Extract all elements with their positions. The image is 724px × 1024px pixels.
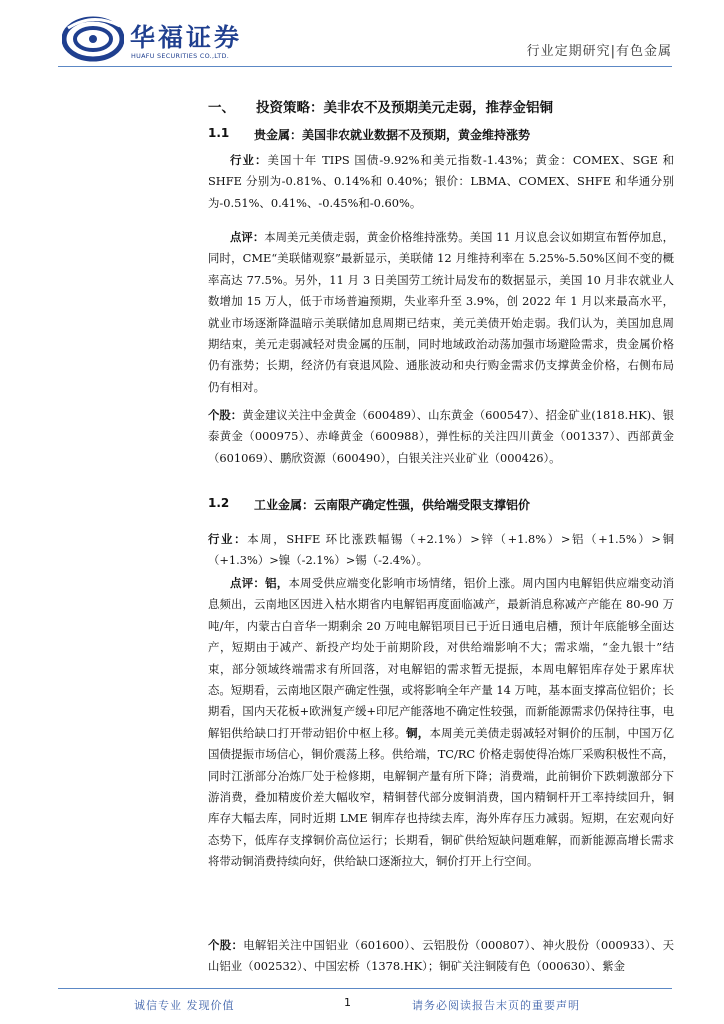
industry-label: 行业： xyxy=(208,532,248,546)
page-number: 1 xyxy=(344,996,351,1009)
section-1-2-title: 工业金属：云南限产确定性强，供给端受限支撑铝价 xyxy=(254,498,531,512)
comment-label: 点评： xyxy=(230,576,266,590)
precious-stocks-text: 黄金建议关注中金黄金（600489）、山东黄金（600547）、招金矿业(1818.HK)、银泰黄金（000975）、赤峰黄金（600988），弹性标的关注四川黄金（001337）、西部黄金（601069）、鹏欣资源（600490），白银关注兴业矿业（000426）。 xyxy=(208,408,674,465)
aluminum-label: 铝， xyxy=(265,576,289,590)
precious-comment-text: 本周美元美债走弱，黄金价格维持涨势。美国 11 月议息会议如期宣布暂停加息，同时，CME“美联储观察”最新显示，美联储 12 月维持利率在 5.25%-5.50%区间不变的概率高达 77.5%。另外，11 月 3 日美国劳工统计局发布的数据显示，美国 10 月非农就业人数增加 15 万人，低于市场普遍预期，失业率升至 3.9%，创 2022 年 1 月以来最高水平，就业市场逐渐降温暗示美联储加息周期已结束，美元美债开始走弱。我们认为，美国加息周期结束，美元走弱减轻对贵金属的压制，同时地域政治动荡加强市场避险需求，贵金属价格仍有涨势；长期，经济仍有衰退风险、通胀波动和央行购金需求仍支撑黄金价格，右侧布局仍有相对。 xyxy=(208,230,674,394)
aluminum-text: 本周受供应端变化影响市场情绪，铝价上涨。周内国内电解铝供应端变动消息频出，云南地区因进入枯水期省内电解铝再度面临减产，最新消息称减产产能在 80-90 万吨/年，内蒙古白音华一期剩余 20 万吨电解铝项目已于近日通电启槽，预计年底能够全面达产，短期由于减产、新投产均处于前期阶段，对供给端影响不大；需求端，“金九银十”结束，部分领域终端需求有所回落，对电解铝的需求暂无提振，本周电解铝库存处于累库状态。短期看，云南地区限产确定性强，或将影响全年产量 14 万吨，基本面支撑高位铝价；长期看，国内天花板+欧洲复产缓+印尼产能落地不确定性较强，而新能源需求仍保持往事，电解铝供给缺口打开带动铝价中枢上移。 xyxy=(208,576,674,740)
section-1-1-title: 贵金属：美国非农就业数据不及预期，黄金维持涨势 xyxy=(254,128,531,142)
section-1-1-number: 1.1 xyxy=(208,126,230,140)
section-1-2-number: 1.2 xyxy=(208,496,230,510)
copper-label: 铜， xyxy=(406,725,430,740)
section-1-title: 投资策略：美非农不及预期美元走弱，推荐金铝铜 xyxy=(256,100,553,116)
industrial-stocks-paragraph xyxy=(208,935,674,978)
report-type: 行业定期研究|有色金属 xyxy=(526,44,672,59)
stocks-label: 个股： xyxy=(208,938,244,952)
precious-industry-text: 美国十年 TIPS 国债-9.92%和美元指数-1.43%；黄金：COMEX、SGE 和 SHFE 分别为-0.81%、0.14%和 0.40%；银价：LBMA、COMEX、SHFE 和华通分别为-0.51%、0.41%、-0.45%和-0.60%。 xyxy=(208,153,674,210)
precious-comment-paragraph xyxy=(208,227,674,398)
stocks-label: 个股： xyxy=(208,408,243,422)
precious-industry-paragraph xyxy=(208,150,674,214)
copper-text: 本周美元美债走弱减轻对铜价的压制，中国万亿国债提振市场信心，铜价震荡上移。供给端，TC/RC 价格走弱使得冶炼厂采购积极性不高，同时江浙部分冶炼厂处于检修期，电解铜产量有所下降；消费端，此前铜价下跌刺激部分下游消费，叠加精废价差大幅收窄，精铜替代部分废铜消费，国内精铜杆开工率持续回升，铜库存大幅去库，同时近期 LME 铜库存也持续去库，海外库存压力减弱。短期，在宏观向好态势下，低库存支撑铜价高位运行；长期看，铜矿供给短缺问题难解，而新能源高增长需求将带动铜消费持续向好，供给缺口逐渐拉大，铜价打开上行空间。 xyxy=(208,725,674,869)
industrial-stocks-text: 电解铝关注中国铝业（601600）、云铝股份（000807）、神火股份（000933）、天山铝业（002532）、中国宏桥（1378.HK）；铜矿关注铜陵有色（000630）、紫金 xyxy=(208,938,674,974)
footer-divider xyxy=(58,988,672,989)
footer-slogan: 诚信专业 发现价值 xyxy=(134,999,235,1012)
section-1-number: 一、 xyxy=(208,100,235,116)
page-header xyxy=(0,0,724,80)
industrial-industry-text: 本周，SHFE 环比涨跌幅锡（+2.1%）>锌（+1.8%）>铝（+1.5%）>铜（+1.3%）>镍（-2.1%）>锡（-2.4%）。 xyxy=(208,532,674,568)
brand-name-cn: 华福证券 xyxy=(130,23,243,52)
industrial-comment-paragraph xyxy=(208,573,674,873)
footer-disclaimer: 请务必阅读报告末页的重要声明 xyxy=(412,999,580,1012)
industry-label: 行业： xyxy=(230,153,268,167)
header-divider xyxy=(58,66,672,67)
precious-stocks-paragraph xyxy=(208,405,674,469)
comment-label: 点评： xyxy=(230,230,265,244)
huafu-logo xyxy=(62,14,252,66)
huafu-logo-icon xyxy=(62,14,124,62)
brand-name-en: HUAFU SECURITIES CO.,LTD. xyxy=(131,52,230,60)
industrial-industry-paragraph xyxy=(208,529,674,572)
